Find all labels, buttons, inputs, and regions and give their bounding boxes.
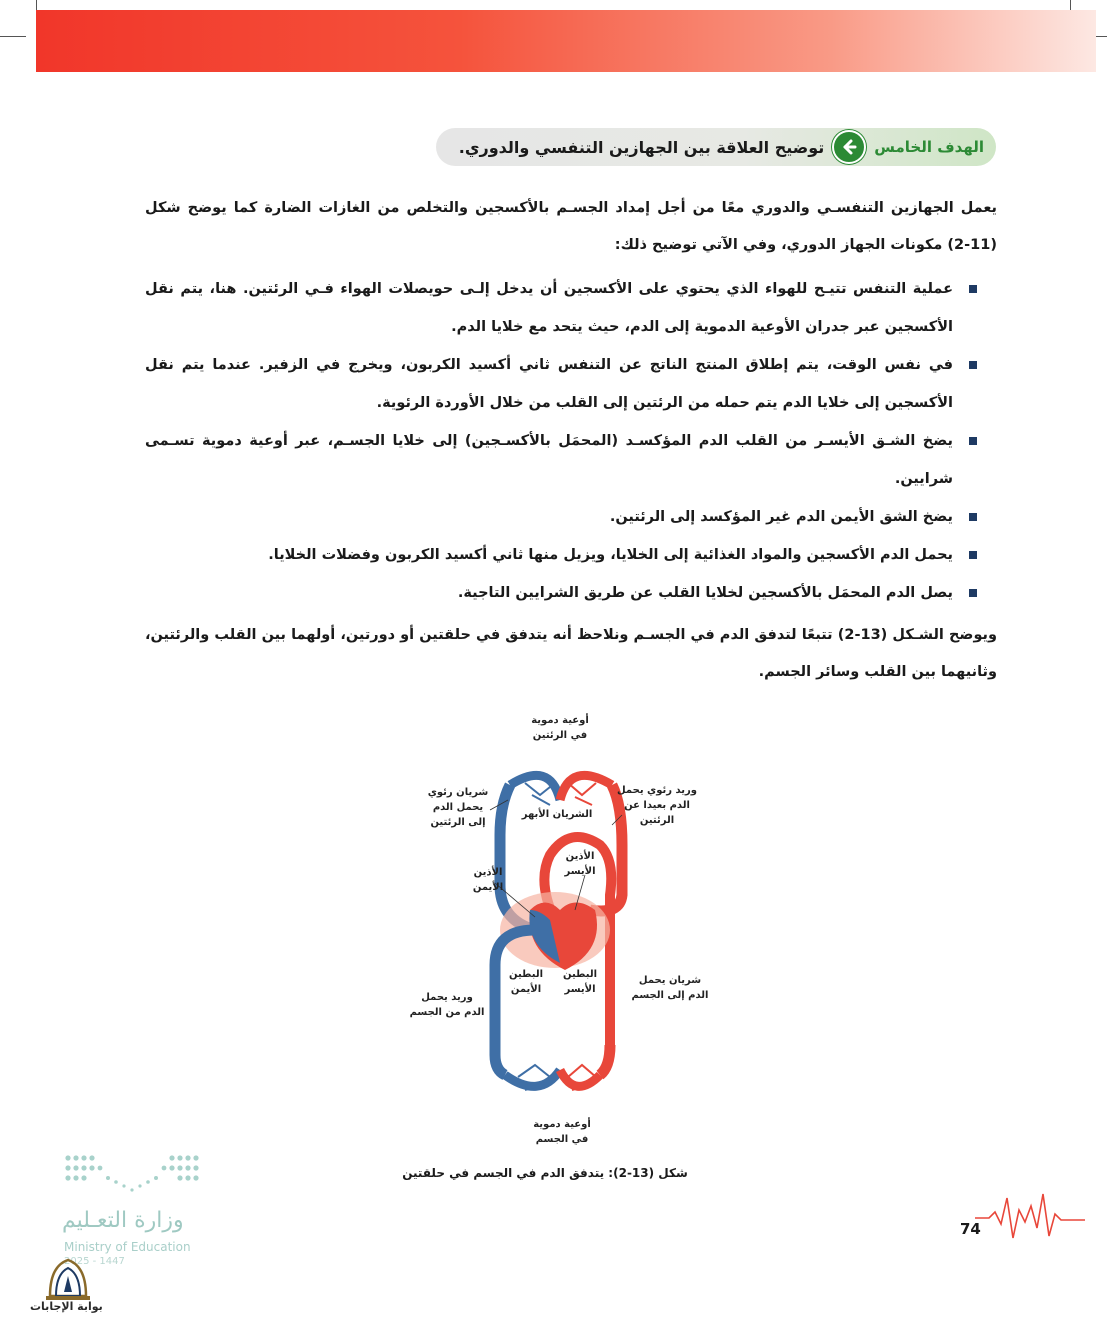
ministry-logo-icon — [64, 1152, 200, 1196]
ministry-name-ar: وزارة التعـليم — [62, 1208, 184, 1233]
goal-text: توضيح العلاقة بين الجهازين التنفسي والدوري. — [458, 137, 825, 157]
label-left-ventricle: البطين الأيسر — [562, 969, 598, 995]
watermark-text: بوابة الإجابات — [30, 1300, 103, 1313]
header-band — [36, 10, 1096, 72]
arrow-left-icon — [832, 130, 866, 164]
list-item: يضخ الشق الأيمن الدم غير المؤكسد إلى الرئتين. — [145, 498, 981, 536]
page-number: 74 — [960, 1220, 981, 1238]
label-lung-vessels: أوعية دموية في الرئتين — [531, 715, 589, 741]
goal-banner — [436, 128, 996, 166]
goal-label: الهدف الخامس — [874, 138, 984, 156]
closing-paragraph: ويوضح الشـكل (13-2) تتبعًا لتدفق الدم في الجسـم ونلاحظ أنه يتدفق في حلقتين أو دورتين، أولهما بين القلب والرئتين، وثانيهما بين القلب وسائر الجسم. — [145, 627, 997, 680]
list-item: عملية التنفس تتيـح للهواء الذي يحتوي على الأكسجين أن يدخل إلـى حويصلات الهواء فـي الرئتين. هنا، يتم نقل الأكسجين عبر جدران الأوعية الدموية إلى الدم، حيث يتحد مع خلايا الدم. — [145, 270, 981, 346]
label-right-ventricle: البطين الأيمن — [508, 969, 544, 995]
crop-mark — [0, 36, 26, 37]
list-item: في نفس الوقت، يتم إطلاق المنتج الناتج عن التنفس ثاني أكسيد الكربون، ويخرج في الزفير. عندما يتم نقل الأكسجين إلى خلايا الدم يتم حمله من الرئتين إلى القلب من خلال الأوردة الرئوية. — [145, 346, 981, 422]
list-item: يصل الدم المحمَل بالأكسجين لخلايا القلب عن طريق الشرايين التاجية. — [145, 574, 981, 612]
circulation-illustration — [400, 705, 720, 1155]
label-pulmonary-artery: شريان رئوي يحمل الدم إلى الرئتين — [427, 787, 489, 828]
lung-capillaries — [510, 775, 612, 805]
label-left-atrium: الأذين الأيسر — [564, 851, 596, 877]
label-right-atrium: الأذين الأيمن — [472, 867, 504, 893]
label-body-vein: وريد يحمل الدم من الجسم — [409, 992, 485, 1018]
circulation-diagram — [400, 705, 720, 1155]
label-body-artery: شريان يحمل الدم إلى الجسم — [631, 975, 709, 1001]
ministry-name-en: Ministry of Education — [64, 1240, 191, 1254]
list-item: يضخ الشـق الأيسـر من القلب الدم المؤكسـد (المحمَل بالأكسـجين) إلى خلايا الجسـم، عبر أوعية دموية تسـمى شرايين. — [145, 422, 981, 498]
list-item: يحمل الدم الأكسجين والمواد الغذائية إلى الخلايا، ويزيل منها ثاني أكسيد الكربون وفضلات الخلايا. — [145, 536, 981, 574]
ecg-line-icon — [975, 1188, 1085, 1244]
label-pulmonary-vein: وريد رئوي يحمل الدم بعيدا عن الرئتين — [616, 785, 697, 826]
figure-caption: شكل (13-2): يتدفق الدم في الجسم في حلقتين — [402, 1166, 688, 1180]
label-aorta: الشريان الأبهر — [521, 809, 593, 820]
body-capillaries — [505, 1065, 600, 1090]
label-body-vessels: أوعية دموية في الجسم — [533, 1119, 591, 1145]
bullet-list — [145, 270, 981, 612]
ministry-year: 2025 - 1447 — [64, 1256, 125, 1267]
intro-paragraph: يعمل الجهازين التنفسـي والدوري معًا من أجل إمداد الجسـم بالأكسجين والتخلص من الغازات الضارة كما يوضح شكل (11-2) مكونات الجهاز الدوري، وفي الآتي توضيح ذلك: — [145, 200, 997, 253]
